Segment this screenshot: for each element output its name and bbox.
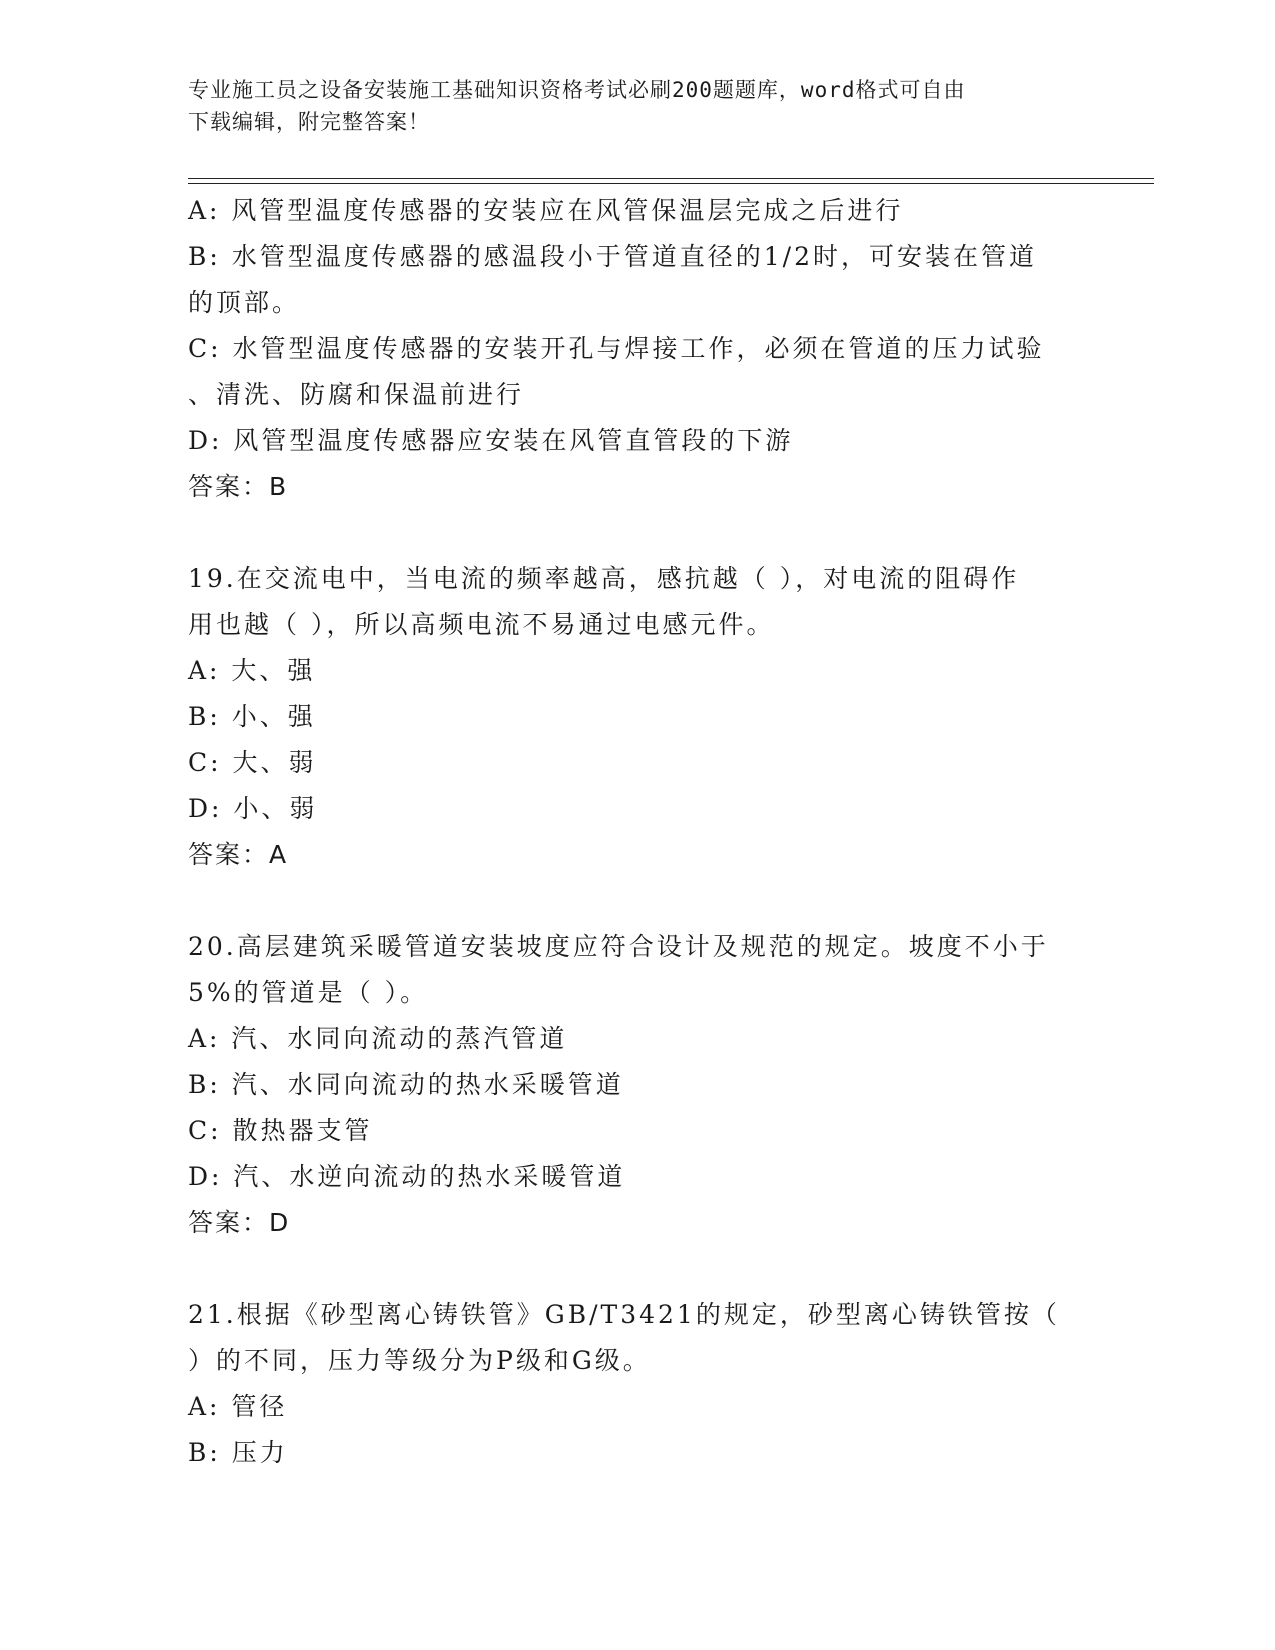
option-a: A: 风管型温度传感器的安装应在风管保温层完成之后进行	[188, 196, 904, 225]
answer: 答案：D	[188, 1208, 291, 1237]
header-divider-top	[188, 178, 1154, 179]
option-b: B: 小、强	[188, 702, 316, 731]
question-20	[188, 924, 1078, 1246]
option-b-line-1: B: 水管型温度传感器的感温段小于管道直径的1/2时，可安装在管道	[188, 242, 1037, 271]
question-stem-line-2: 5%的管道是（ ）。	[188, 978, 429, 1007]
question-stem-line-1: 19.在交流电中，当电流的频率越高，感抗越（ ），对电流的阻碍作	[188, 564, 1020, 593]
header-divider-bottom	[188, 183, 1154, 184]
header-line-2: 下载编辑，附完整答案！	[188, 110, 430, 134]
option-d: D: 风管型温度传感器应安装在风管直管段的下游	[188, 426, 794, 455]
option-a: A: 汽、水同向流动的蒸汽管道	[188, 1024, 568, 1053]
question-stem-line-2: 用也越（ ），所以高频电流不易通过电感元件。	[188, 610, 775, 639]
question-18	[188, 188, 1078, 510]
spacer	[188, 878, 1078, 924]
question-stem-line-1: 21.根据《砂型离心铸铁管》GB/T3421的规定，砂型离心铸铁管按（	[188, 1300, 1060, 1329]
question-19	[188, 556, 1078, 878]
option-b: B: 压力	[188, 1438, 288, 1467]
option-c-line-2: 、清洗、防腐和保温前进行	[188, 380, 525, 409]
spacer	[188, 1246, 1078, 1292]
question-list	[188, 188, 1078, 1476]
spacer	[188, 510, 1078, 556]
option-a: A: 管径	[188, 1392, 288, 1421]
option-b-line-2: 的顶部。	[188, 288, 301, 317]
document-header	[188, 74, 1088, 138]
answer: 答案：B	[188, 472, 289, 501]
answer: 答案：A	[188, 840, 289, 869]
option-b: B: 汽、水同向流动的热水采暖管道	[188, 1070, 624, 1099]
question-stem-line-1: 20.高层建筑采暖管道安装坡度应符合设计及规范的规定。坡度不小于	[188, 932, 1049, 961]
option-c: C: 大、弱	[188, 748, 317, 777]
option-a: A: 大、强	[188, 656, 316, 685]
option-d: D: 汽、水逆向流动的热水采暖管道	[188, 1162, 626, 1191]
option-c: C: 散热器支管	[188, 1116, 373, 1145]
option-d: D: 小、弱	[188, 794, 318, 823]
option-c-line-1: C: 水管型温度传感器的安装开孔与焊接工作，必须在管道的压力试验	[188, 334, 1045, 363]
header-line-1: 专业施工员之设备安装施工基础知识资格考试必刷200题题库，word格式可自由	[188, 78, 966, 102]
question-21	[188, 1292, 1078, 1476]
question-stem-line-2: ）的不同，压力等级分为P级和G级。	[188, 1346, 651, 1375]
